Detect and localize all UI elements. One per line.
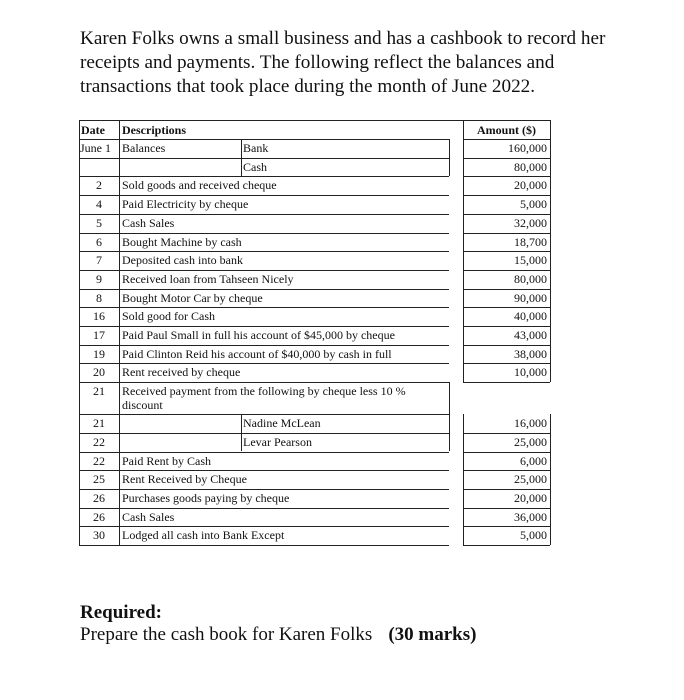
row-amount: 15,000 <box>514 253 547 268</box>
row-amount: 5,000 <box>520 528 547 543</box>
row-date: 30 <box>93 528 105 543</box>
row-border <box>79 433 449 434</box>
row-border <box>79 195 449 196</box>
table-left-border <box>79 120 80 545</box>
row-amount: 20,000 <box>514 178 547 193</box>
header-date: Date <box>81 123 105 137</box>
row-border-amount <box>463 345 550 346</box>
row-date: 22 <box>93 453 105 468</box>
row-amount: 80,000 <box>514 271 547 286</box>
row-border <box>79 470 449 471</box>
row-amount: 43,000 <box>514 328 547 342</box>
amount-column-left-lower <box>463 414 464 545</box>
row-amount: 40,000 <box>514 309 547 324</box>
row-border-amount <box>463 433 550 434</box>
row-description: Paid Clinton Reid his account of $40,000 by cash in full <box>122 346 392 361</box>
row-border-amount <box>463 470 550 471</box>
row-amount: 32,000 <box>514 215 547 230</box>
row-description: Deposited cash into bank <box>122 253 243 268</box>
row-border-amount <box>463 326 550 327</box>
row-amount: 160,000 <box>508 141 547 155</box>
row-border <box>79 545 449 546</box>
row-border <box>79 489 449 490</box>
row-description: Cash Sales <box>122 509 175 524</box>
row-amount: 10,000 <box>514 365 547 380</box>
row-date: 4 <box>96 197 102 212</box>
row-border-amount <box>463 489 550 490</box>
table-right-border <box>550 120 551 382</box>
row-amount: 80,000 <box>514 159 547 174</box>
row-border-amount <box>463 382 550 383</box>
row-border <box>79 526 449 527</box>
row-amount: 36,000 <box>514 509 547 524</box>
row-border <box>79 345 449 346</box>
row-date: 21 <box>93 384 105 399</box>
row-border-amount <box>463 545 550 546</box>
row-sub-label: Levar Pearson <box>243 434 312 449</box>
row-description: Bought Machine by cash <box>122 234 242 249</box>
row-border <box>79 452 449 453</box>
row-border <box>79 270 449 271</box>
row-description: Paid Electricity by cheque <box>122 197 249 212</box>
row-amount: 16,000 <box>514 416 547 431</box>
row-date: 26 <box>93 490 105 505</box>
row-description: Rent Received by Cheque <box>122 472 247 487</box>
table-right-border-lower <box>550 414 551 545</box>
row-date: 22 <box>93 434 105 449</box>
header-amount: Amount ($) <box>477 123 536 137</box>
row-border <box>79 233 449 234</box>
row-amount: 20,000 <box>514 490 547 505</box>
row-amount: 5,000 <box>520 197 547 212</box>
row-sub-label: Nadine McLean <box>243 416 321 431</box>
row-date: 25 <box>93 472 105 487</box>
table-top-border <box>79 120 550 121</box>
sub-column-right <box>449 414 450 433</box>
row-border-amount <box>463 270 550 271</box>
row-date: 20 <box>93 365 105 380</box>
header-divider-amount <box>463 139 550 140</box>
row-border <box>79 414 449 415</box>
row-border-amount <box>463 307 550 308</box>
sub-column-divider <box>241 139 242 158</box>
row-border <box>79 307 449 308</box>
header-divider <box>79 139 449 140</box>
row-border <box>79 326 449 327</box>
row-border <box>79 363 449 364</box>
row-amount: 25,000 <box>514 472 547 487</box>
row-description: Cash Sales <box>122 215 175 230</box>
row-border-amount <box>463 251 550 252</box>
row-description: Received loan from Tahseen Nicely <box>122 271 294 286</box>
row-border-amount <box>463 508 550 509</box>
date-column-divider <box>119 120 120 545</box>
tall-row-right-border <box>449 382 450 414</box>
row-border-amount <box>463 363 550 364</box>
row-amount: 6,000 <box>520 453 547 468</box>
required-heading: Required: <box>80 602 162 623</box>
row-date: 21 <box>93 416 105 431</box>
marks-label: (30 marks) <box>388 624 477 645</box>
header-descriptions: Descriptions <box>122 123 186 137</box>
row-amount: 25,000 <box>514 434 547 449</box>
row-sub-label: Bank <box>243 141 269 155</box>
row-date: 8 <box>96 290 102 305</box>
row-border-amount <box>463 526 550 527</box>
required-text: Prepare the cash book for Karen Folks <box>80 624 373 645</box>
row-description: Balances <box>122 141 166 155</box>
transactions-table <box>79 120 550 553</box>
row-border <box>79 289 449 290</box>
row-amount: 18,700 <box>514 234 547 249</box>
row-description: Received payment from the following by cheque less 10 % discount <box>122 384 406 413</box>
row-description: Paid Rent by Cash <box>122 453 211 468</box>
row-date: 2 <box>96 178 102 193</box>
row-description: Purchases goods paying by cheque <box>122 490 290 505</box>
row-border-amount <box>463 158 550 159</box>
row-date: June 1 <box>80 141 111 155</box>
sub-column-divider <box>241 414 242 433</box>
row-amount: 38,000 <box>514 346 547 361</box>
row-border <box>79 508 449 509</box>
row-description: Sold good for Cash <box>122 309 215 324</box>
row-date: 9 <box>96 271 102 286</box>
row-description: Paid Paul Small in full his account of $45,000 by cheque <box>122 328 395 342</box>
row-border-amount <box>463 176 550 177</box>
sub-column-divider <box>241 158 242 177</box>
sub-column-right <box>449 139 450 158</box>
row-border <box>79 176 449 177</box>
row-date: 16 <box>93 309 105 324</box>
sub-column-right <box>449 158 450 177</box>
row-description: Lodged all cash into Bank Except <box>122 528 285 543</box>
sub-column-divider <box>241 433 242 452</box>
row-border <box>79 251 449 252</box>
row-border <box>79 214 449 215</box>
row-border-amount <box>463 195 550 196</box>
row-description: Sold goods and received cheque <box>122 178 277 193</box>
row-border <box>79 382 449 383</box>
row-date: 26 <box>93 509 105 524</box>
row-border-amount <box>463 233 550 234</box>
row-border-amount <box>463 452 550 453</box>
sub-column-right <box>449 433 450 452</box>
required-instruction <box>80 624 476 646</box>
row-amount: 90,000 <box>514 290 547 305</box>
row-border-amount <box>463 289 550 290</box>
row-date: 7 <box>96 253 102 268</box>
intro-paragraph: Karen Folks owns a small business and has a cashbook to record her receipts and payments. The following reflect the balances and transactions that took place during the month of June 2022. <box>80 28 606 97</box>
row-description: Bought Motor Car by cheque <box>122 290 263 305</box>
row-border <box>79 158 449 159</box>
row-sub-label: Cash <box>243 159 267 174</box>
row-date: 5 <box>96 215 102 230</box>
row-description: Rent received by cheque <box>122 365 241 380</box>
row-date: 17 <box>93 328 105 342</box>
row-date: 6 <box>96 234 102 249</box>
row-date: 19 <box>93 346 105 361</box>
row-border-amount <box>463 214 550 215</box>
amount-column-left <box>463 120 464 382</box>
